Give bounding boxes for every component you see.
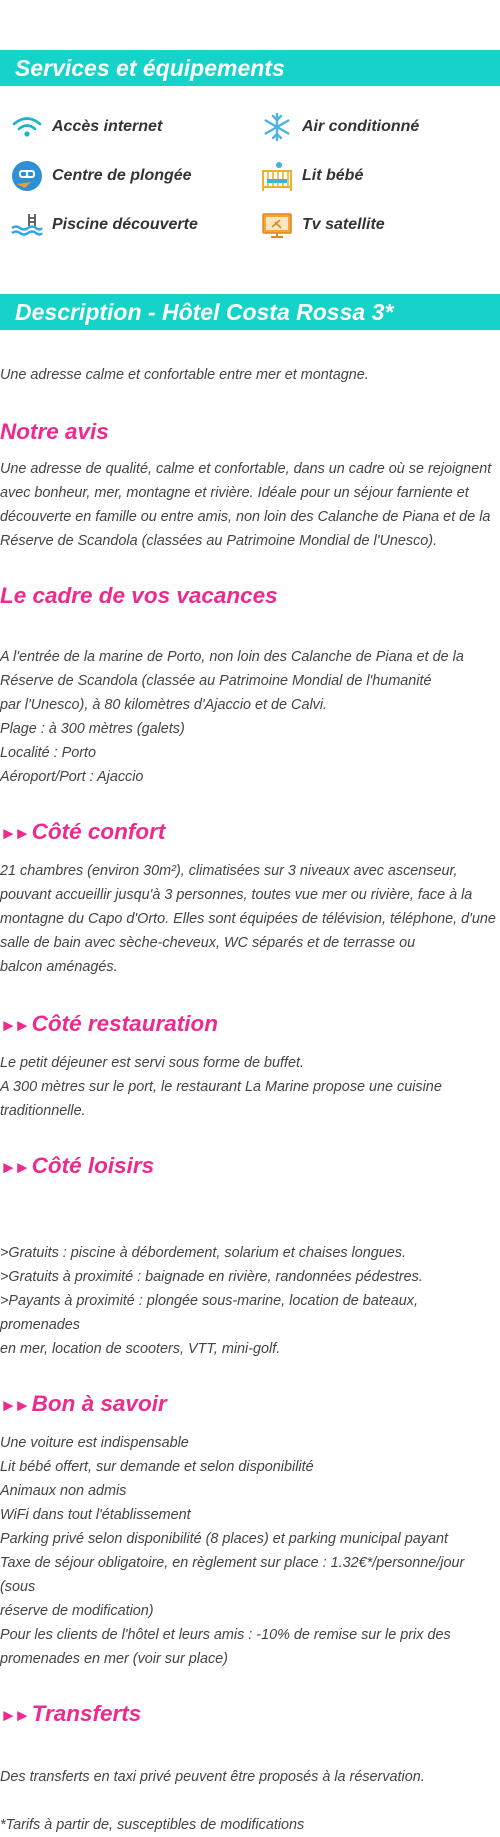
service-label: Centre de plongée (52, 166, 192, 184)
diving-icon (10, 159, 44, 193)
services-grid (0, 102, 500, 249)
confort-heading: ►► Côté confort (0, 819, 166, 844)
restauration-text: Le petit déjeuner est servi sous forme de buffet. A 300 mètres sur le port, le restaurant La Marine propose une cuisine traditionnelle. (0, 1055, 442, 1119)
transferts-heading: ►► Transferts (0, 1701, 142, 1726)
service-internet (0, 102, 250, 151)
double-arrow-icon: ►► (0, 1396, 28, 1415)
service-label: Piscine découverte (52, 215, 198, 233)
double-arrow-icon: ►► (0, 1158, 28, 1177)
restauration-heading: ►► Côté restauration (0, 1011, 218, 1036)
service-satellite-tv (250, 200, 500, 249)
loisirs-text: >Gratuits : piscine à débordement, solarium et chaises longues. >Gratuits à proximité : baignade en rivière, randonnées pédestres. >Payants à proximité : plongée sous-marine, location de bateaux, promenades en mer, location de scooters, VTT, mini-golf. (0, 1245, 423, 1357)
transferts-text: Des transferts en taxi privé peuvent être proposés à la réservation. (0, 1769, 425, 1785)
avis-heading: Notre avis (0, 419, 109, 444)
services-header: Services et équipements (0, 50, 500, 86)
service-label: Tv satellite (302, 215, 385, 233)
service-baby-crib (250, 151, 500, 200)
wifi-icon (10, 110, 44, 144)
baby-crib-icon (260, 159, 294, 193)
tarifs-note: *Tarifs à partir de, susceptibles de modifications (0, 1817, 305, 1833)
savoir-text: Une voiture est indispensable Lit bébé offert, sur demande et selon disponibilité Animaux non admis WiFi dans tout l'établissement Parking privé selon disponibilité (8 places) et parking municipal payant Taxe de séjour obligatoire, en règlement sur place : 1.32€*/personne/jour (sous réserve de modification) Pour les clients de l'hôtel et leurs amis : -10% de remise sur le prix des promenades en mer (voir sur place) (0, 1435, 465, 1667)
description-header: Description - Hôtel Costa Rossa 3* (0, 294, 500, 330)
satellite-tv-icon (260, 208, 294, 242)
double-arrow-icon: ►► (0, 824, 28, 843)
snowflake-icon (260, 110, 294, 144)
service-diving (0, 151, 250, 200)
pool-icon (10, 208, 44, 242)
service-label: Accès internet (52, 117, 163, 135)
confort-text: 21 chambres (environ 30m²), climatisées sur 3 niveaux avec ascenseur, pouvant accueillir jusqu'à 3 personnes, toutes vue mer ou rivière, face à la montagne du Capo d'Orto. Elles sont équipées de télévision, téléphone, d'une salle de bain avec sèche-cheveux, WC séparés et de terrasse ou balcon aménagés. (0, 863, 496, 975)
double-arrow-icon: ►► (0, 1706, 28, 1725)
service-label: Air conditionné (302, 117, 420, 135)
cadre-text: A l'entrée de la marine de Porto, non loin des Calanche de Piana et de la Réserve de Scandola (classée au Patrimoine Mondial de l'humanité par l'Unesco), à 80 kilomètres d'Ajaccio et de Calvi. Plage : à 300 mètres (galets) Localité : Porto Aéroport/Port : Ajaccio (0, 649, 464, 785)
top-spacer (0, 0, 500, 50)
cadre-heading: Le cadre de vos vacances (0, 583, 278, 608)
avis-text: Une adresse de qualité, calme et confortable, dans un cadre où se rejoignent avec bonheur, mer, montagne et rivière. Idéale pour un séjour farniente et découverte en famille ou entre amis, non loin des Calanche de Piana et de la Réserve de Scandola (classées au Patrimoine Mondial de l'Unesco). (0, 461, 492, 549)
description-intro: Une adresse calme et confortable entre mer et montagne. (0, 367, 369, 383)
savoir-heading: ►► Bon à savoir (0, 1391, 167, 1416)
service-air-conditioning (250, 102, 500, 151)
service-pool (0, 200, 250, 249)
double-arrow-icon: ►► (0, 1016, 28, 1035)
service-label: Lit bébé (302, 166, 364, 184)
loisirs-heading: ►► Côté loisirs (0, 1153, 155, 1178)
